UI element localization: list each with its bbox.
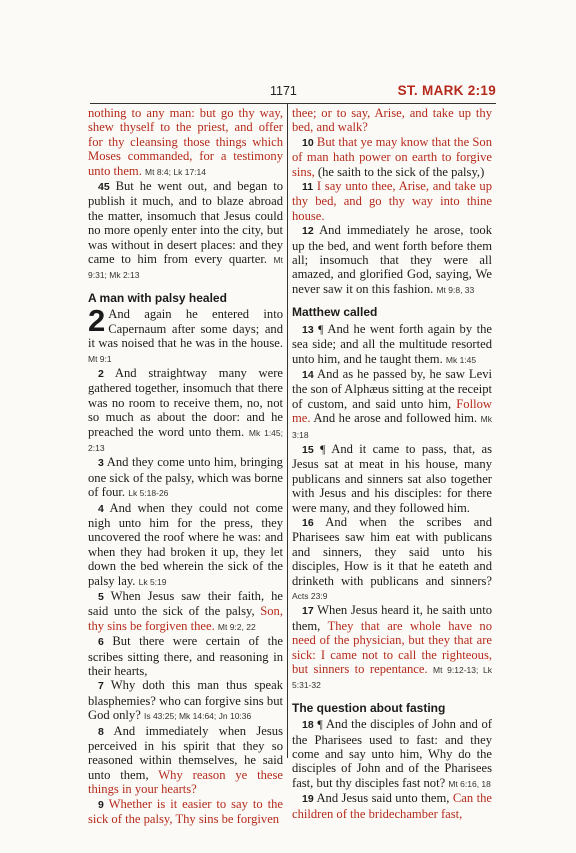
verse-17 bbox=[292, 603, 492, 692]
verse-number: 2 bbox=[98, 367, 104, 380]
verse-text: And immediately when Jesus perceived in his spirit that they so reasoned within themselves, he said unto them, bbox=[88, 723, 283, 782]
verse-2 bbox=[88, 366, 283, 455]
words-of-jesus: Can the children of the bridechamber fast, bbox=[292, 791, 492, 821]
verse-6 bbox=[88, 634, 283, 678]
verse-14 bbox=[292, 367, 492, 442]
verse-9-continued bbox=[292, 106, 492, 135]
verse-12 bbox=[292, 223, 492, 297]
verse-number: 13 bbox=[302, 323, 314, 336]
verse-7 bbox=[88, 678, 283, 723]
header-rule bbox=[90, 103, 496, 104]
cross-reference: Lk 5:18-26 bbox=[128, 488, 169, 499]
cross-reference: Lk 5:19 bbox=[138, 576, 167, 587]
verse-number: 4 bbox=[98, 502, 104, 515]
verse-number: 7 bbox=[98, 680, 104, 693]
words-of-jesus: thee; or to say, Arise, and take up thy bed, and walk? bbox=[292, 106, 492, 135]
verse-number: 18 bbox=[302, 719, 314, 732]
verse-number: 8 bbox=[98, 725, 104, 738]
cross-reference: Is 43:25; Mk 14:64; Jn 10:36 bbox=[143, 711, 252, 722]
words-of-jesus: Follow me. bbox=[292, 396, 492, 426]
words-of-jesus: Why reason ye these things in your hearts? bbox=[88, 767, 284, 797]
verse-number: 9 bbox=[98, 798, 104, 811]
verse-11 bbox=[292, 179, 492, 223]
verse-text: And he arose and followed him. bbox=[313, 411, 478, 426]
verse-number: 12 bbox=[302, 225, 314, 238]
verse-number: 16 bbox=[302, 516, 314, 529]
words-of-jesus: Whether is it easier to say to the sick of the palsy, Thy sins be forgiven bbox=[88, 796, 284, 827]
words-of-jesus: They that are whole have no need of the physician, but they that are sick: I came not to call the righteous, but sinners to repentance. bbox=[292, 618, 493, 677]
verse-text: And again he entered into Capernaum after some days; and it was noised that he was in the house. bbox=[88, 307, 283, 351]
verse-text: And they come unto him, bringing one sick of the palsy, which was borne of four. bbox=[88, 455, 283, 500]
verse-number: 15 bbox=[302, 443, 314, 456]
verse-number: 5 bbox=[98, 591, 104, 603]
verse-45 bbox=[88, 179, 283, 283]
cross-reference: Mt 9:31; Mk 2:13 bbox=[88, 255, 283, 281]
verse-text: When Jesus saw their faith, he said unto the sick of the palsy, bbox=[88, 589, 283, 619]
section-heading: The question about fasting bbox=[292, 700, 446, 715]
cross-reference: Acts 23:9 bbox=[292, 591, 328, 601]
cross-reference: Mt 9:12-13; Lk 5:31-32 bbox=[292, 665, 492, 691]
verse-15 bbox=[292, 442, 492, 515]
verse-8 bbox=[88, 724, 283, 797]
verse-number: 10 bbox=[302, 136, 314, 149]
verse-text: When Jesus heard it, he saith unto them, bbox=[292, 603, 492, 633]
words-of-jesus: I say unto thee, Arise, and take up thy bed, and go thy way into thine house. bbox=[292, 179, 492, 223]
words-of-jesus: nothing to any man: but go thy way, shew thyself to the priest, and offer for thy cleansing those things which Moses commanded, for a testimony unto them. bbox=[88, 106, 283, 178]
verse-1 bbox=[88, 303, 283, 366]
verse-text: And it came to pass, that, as Jesus sat at meat in his house, many publicans and sinners sat also together with Jesus and his disciples: for there were many, and they followed him. bbox=[292, 441, 492, 515]
verse-text: And as he passed by, he saw Levi the son of Alphæus sitting at the receipt of custom, and said unto him, bbox=[292, 366, 492, 411]
page-header bbox=[0, 84, 576, 104]
cross-reference: Mt 9:1 bbox=[88, 353, 112, 364]
verse-13 bbox=[292, 322, 492, 367]
cross-reference: Mt 6:16, 18 bbox=[448, 778, 491, 789]
pilcrow-mark: ¶ bbox=[320, 441, 326, 456]
verse-number: 3 bbox=[98, 457, 104, 470]
verse-number: 6 bbox=[98, 636, 104, 649]
verse-16 bbox=[292, 515, 492, 603]
cross-reference: Mk 3:18 bbox=[292, 414, 492, 440]
verse-text: And when they could not come nigh unto him for the press, they uncovered the roof where he was: and when they had broken it up, they let down the bed wherein the sick of the palsy lay. bbox=[88, 500, 283, 588]
verse-text: And Jesus said unto them, bbox=[316, 791, 450, 806]
verse-text: And immediately he arose, took up the bed, and went forth before them all; insomuch that they were all amazed, and glorified God, saying, We never saw it on this fashion. bbox=[292, 223, 492, 296]
verse-18 bbox=[292, 717, 492, 791]
verse-3 bbox=[88, 455, 283, 500]
running-head: ST. MARK 2:19 bbox=[397, 83, 496, 98]
verse-number: 45 bbox=[98, 181, 110, 194]
verse-5 bbox=[88, 589, 283, 634]
verse-text: And he went forth again by the sea side; and all the multitude resorted unto him, and he taught them. bbox=[292, 321, 492, 366]
verse-9 bbox=[88, 797, 283, 827]
verse-4 bbox=[88, 501, 283, 589]
right-column bbox=[292, 106, 492, 821]
pilcrow-mark: ¶ bbox=[318, 321, 324, 336]
verse-text: And straightway many were gathered together, insomuch that there was no room to receive them, no, not so much as about the door: and he preached the word unto them. bbox=[88, 365, 283, 439]
verse-text: But there were certain of the scribes sitting there, and reasoning in their hearts, bbox=[88, 634, 283, 679]
verse-10 bbox=[292, 135, 492, 179]
section-heading: A man with palsy healed bbox=[88, 290, 227, 305]
chapter-number: 2 bbox=[88, 303, 106, 339]
page-number: 1171 bbox=[270, 84, 297, 98]
column-divider bbox=[287, 104, 288, 758]
verse-text: (he saith to the sick of the palsy,) bbox=[317, 164, 485, 179]
section-heading: Matthew called bbox=[292, 305, 378, 320]
cross-reference: Mk 1:45; 2:13 bbox=[88, 427, 283, 453]
verse-number: 19 bbox=[302, 793, 314, 806]
cross-reference: Mk 1:45 bbox=[445, 354, 477, 365]
verse-44-continued bbox=[88, 106, 283, 179]
cross-reference: Mt 8:4; Lk 17:14 bbox=[145, 166, 206, 177]
verse-text: And the disciples of John and of the Pharisees used to fast: and they come and say unto him, Why do the disciples of John and of the Pharisees fast, but thy disciples fast not? bbox=[292, 717, 492, 790]
verse-19 bbox=[292, 791, 492, 821]
verse-text: Why doth this man thus speak blasphemies? who can forgive sins but God only? bbox=[88, 678, 283, 723]
cross-reference: Mt 9:8, 33 bbox=[436, 284, 475, 295]
verse-number: 14 bbox=[302, 368, 314, 381]
left-column bbox=[88, 106, 283, 827]
cross-reference: Mt 9:2, 22 bbox=[217, 621, 256, 632]
verse-number: 17 bbox=[302, 605, 314, 618]
pilcrow-mark: ¶ bbox=[317, 717, 323, 732]
verse-number: 11 bbox=[302, 181, 314, 194]
verse-text: And when the scribes and Pharisees saw him eat with publicans and sinners, they said unto his disciples, How is it that he eateth and drinketh with publicans and sinners? bbox=[292, 514, 492, 588]
verse-text: But he went out, and began to publish it much, and to blaze abroad the matter, insomuch that Jesus could no more openly enter into the city, but was without in desert places: and they came to him from every quarter. bbox=[88, 179, 283, 267]
words-of-jesus: But that ye may know that the Son of man hath power on earth to forgive sins, bbox=[292, 134, 492, 179]
words-of-jesus: Son, thy sins be forgiven thee. bbox=[88, 604, 283, 633]
